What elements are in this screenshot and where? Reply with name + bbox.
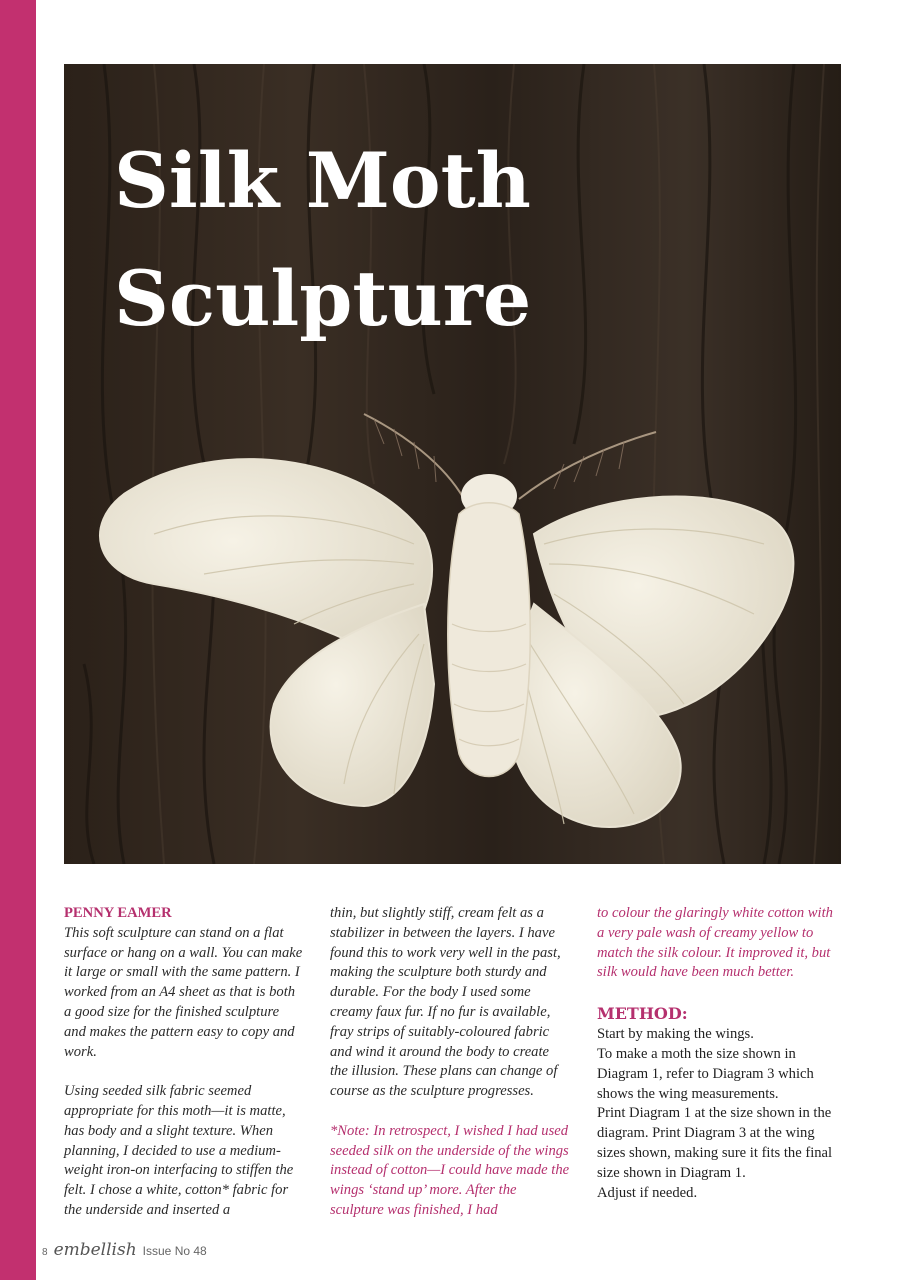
title-line-1: Silk Moth [114, 136, 531, 225]
author-byline: PENNY EAMER [64, 905, 172, 921]
side-accent-band [0, 0, 36, 1280]
method-line: Start by making the wings. [597, 1026, 754, 1043]
materials-paragraph: Using seeded silk fabric seemed appropriate for this moth—it is matte, has body and a slight texture. When planning, I decided to use a medium-weight iron-on interfacing to stiffen the felt. I chose a white, cotton* fabric for the underside and inserted a [64, 1083, 294, 1218]
title-line-2: Sculpture [114, 254, 532, 343]
issue-label: Issue No 48 [142, 1244, 207, 1258]
method-line: To make a moth the size shown in Diagram 1, refer to Diagram 3 which shows the wing measurements. [597, 1045, 814, 1102]
article-column-3 [597, 904, 837, 1203]
moth-photo [64, 64, 841, 864]
method-instructions [597, 1025, 837, 1203]
materials-continued-paragraph: thin, but slightly stiff, cream felt as a stabilizer in between the layers. I have found this to work very well in the past, making the sculpture both sturdy and durable. For the body I used some creamy faux fur. If no fur is available, fray strips of suitably-coloured fabric and wind it around the body to create the illusion. These plans can change of course as the sculpture progresses. [330, 905, 561, 1100]
article-column-1 [64, 904, 304, 1221]
retrospect-note: *Note: In retrospect, I wished I had used seeded silk on the underside of the wings instead of cotton—I could have made the wings ‘stand up’ more. After the sculpture was finished, I had [330, 1122, 570, 1218]
page-number: 8 [42, 1247, 48, 1258]
method-line: Print Diagram 1 at the size shown in the diagram. Print Diagram 3 at the wing sizes shown, making sure it fits the final size shown in Diagram 1. [597, 1105, 833, 1181]
intro-paragraph: This soft sculpture can stand on a flat surface or hang on a wall. You can make it large or small with the same pattern. I worked from an A4 sheet as that is both a good size for the finished sculpture and makes the pattern easy to copy and work. [64, 924, 303, 1060]
method-line: Adjust if needed. [597, 1184, 698, 1201]
magazine-logo: embellish [53, 1240, 137, 1260]
paragraph-gap [64, 1062, 304, 1082]
method-heading: METHOD: [597, 1004, 688, 1024]
article-column-2 [330, 904, 570, 1221]
retrospect-note-continued: to colour the glaringly white cotton with a very pale wash of creamy yellow to match the silk colour. It improved it, but silk would have been much better. [597, 905, 833, 981]
article-title [114, 122, 531, 358]
page-footer [42, 1240, 207, 1260]
paragraph-gap [330, 1102, 570, 1122]
